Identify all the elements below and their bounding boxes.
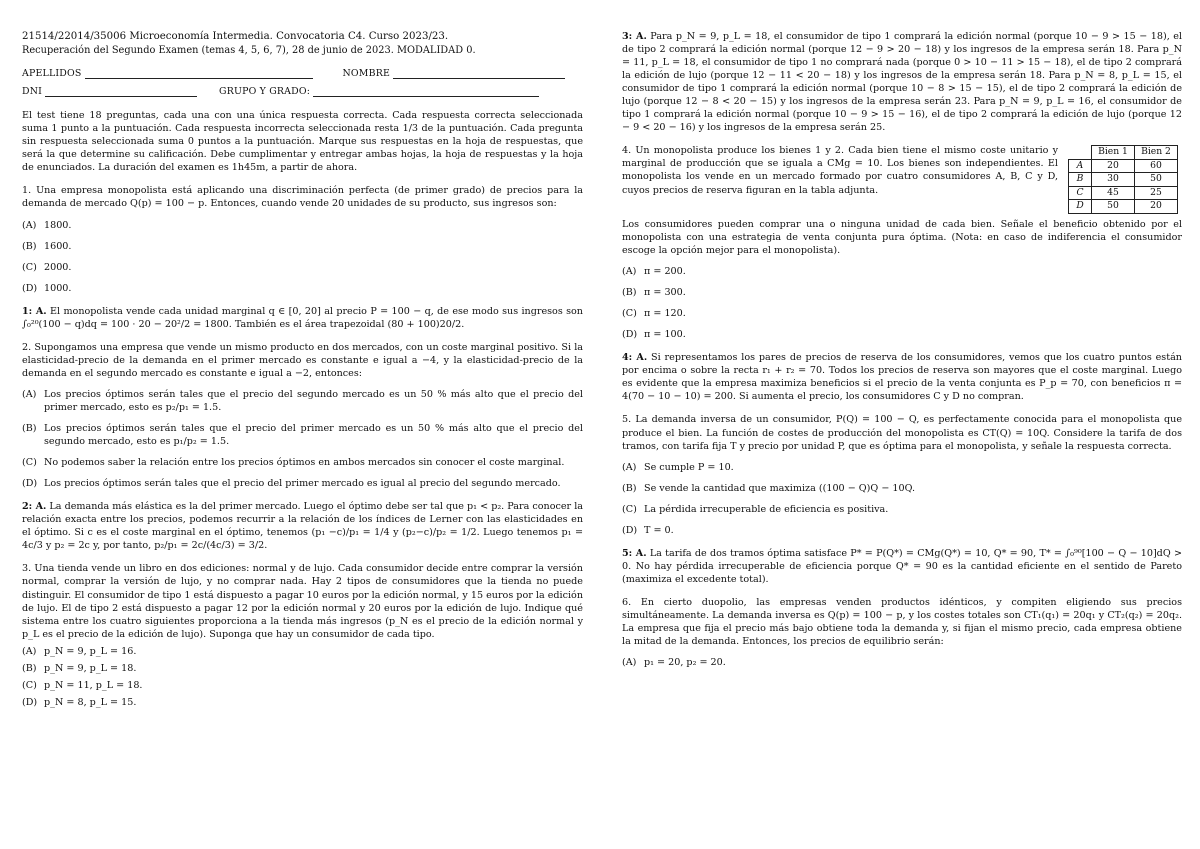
student-fields bbox=[22, 63, 583, 99]
q5-option-b[interactable]: (B) Se vende la cantidad que maximiza ((100 − Q)Q − 10Q. bbox=[622, 482, 916, 494]
q2-option-c[interactable]: (C) No podemos saber la relación entre los precios óptimos en ambos mercados sin conocer el coste marginal. bbox=[22, 457, 565, 469]
q5-option-c[interactable]: (C) La pérdida irrecuperable de eficiencia es positiva. bbox=[622, 503, 889, 515]
q4-option-c[interactable]: (C) π = 120. bbox=[622, 308, 686, 320]
question-3: 3. Una tienda vende un libro en dos ediciones: normal y de lujo. Cada consumidor decide entre comprar la versión normal, comprar la versión de lujo, y no comprar nada. Hay 2 tipos de consumidores que la tienda no puede distinguir. El consumidor de tipo 1 está dispuesto a pagar 10 euros por la edición normal, y 15 euros por la edición de lujo. El de tipo 2 está dispuesto a pagar 12 por la edición normal y 20 euros por la edición de lujo. Indique qué sistema entre los cuatro siguientes proporciona a la tienda más ingresos (p_N es el precio de la edición normal y p_L es el precio de la edición de lujo). Suponga que hay un consumidor de cada tipo. bbox=[22, 563, 583, 640]
answer-3: 3: A. Para p_N = 9, p_L = 18, el consumidor de tipo 1 comprará la edición normal (porque 10 − 9 > 15 − 18), el de tipo 2 comprará la edición normal (porque 12 − 9 > 20 − 18) y los ingresos de la empresa serán 18. Para p_N = 11, p_L = 18, el consumidor de tipo 1 no comprará nada (porque 0 > 10 − 11 > 15 − 18), el de tipo 2 comprará la edición de lujo (porque 12 − 11 < 20 − 18) y los ingresos de la empresa serán 18. Para p_N = 8, p_L = 15, el consumidor de tipo 1 comprará la edición normal (porque 10 − 8 > 15 − 15), el de tipo 2 comprará la edición de lujo (porque 12 − 8 < 20 − 15) y los ingresos de la empresa serán 23. Para p_N = 9, p_L = 16, el consumidor de tipo 1 comprará la edición normal (porque 10 − 9 > 15 − 16), el de tipo 2 comprará la edición de lujo (porque 12 − 9 < 20 − 16) y los ingresos de la empresa serán 25. bbox=[622, 31, 1182, 134]
grupo-field[interactable] bbox=[313, 86, 539, 97]
q2-option-a[interactable]: (A) Los precios óptimos serán tales que el precio del segundo mercado es un 50 % más alto que el precio del primer mercado, esto es p₂/p₁ = 1.5. bbox=[22, 388, 583, 413]
instructions: El test tiene 18 preguntas, cada una con una única respuesta correcta. Cada respuesta correcta seleccionada suma 1 punto a la puntuación. Cada respuesta incorrecta seleccionada resta 1/3 de la puntuación. Cada pregunta sin respuesta seleccionada suma 0 puntos a la puntuación. Marque sus respuestas en la hoja de respuestas, que será la que determine su calificación. Debe cumplimentar y entregar ambas hojas, la hoja de respuestas y la hoja de enunciados. La duración del examen es 1h45m, a partir de ahora. bbox=[22, 110, 583, 174]
reservation-price-table bbox=[1068, 145, 1178, 214]
question-1: 1. Una empresa monopolista está aplicando una discriminación perfecta (de primer grado) de precios para la demanda de mercado Q(p) = 100 − p. Entonces, cuando vende 20 unidades de su producto, sus ingresos son: bbox=[22, 185, 583, 210]
q3-option-d[interactable]: (D) p_N = 8, p_L = 15. bbox=[22, 696, 137, 708]
table-row: D 50 20 bbox=[1069, 200, 1178, 214]
q3-option-b[interactable]: (B) p_N = 9, p_L = 18. bbox=[22, 662, 137, 674]
grupo-label: GRUPO Y GRADO: bbox=[219, 86, 311, 98]
q5-option-a[interactable]: (A) Se cumple P = 10. bbox=[622, 461, 734, 473]
q1-option-a[interactable]: (A) 1800. bbox=[22, 219, 72, 231]
nombre-label: NOMBRE bbox=[342, 68, 390, 80]
q3-option-c[interactable]: (C) p_N = 11, p_L = 18. bbox=[22, 679, 143, 691]
table-header: Bien 1 bbox=[1092, 146, 1135, 160]
question-5: 5. La demanda inversa de un consumidor, P(Q) = 100 − Q, es perfectamente conocida para el monopolista que produce el bien. La función de costes de producción del monopolista es CT(Q) = 10Q. Considere la tarifa de dos tramos, con tarifa fija T y precio por unidad P, que es óptima para el monopolista, y señale la respuesta correcta. bbox=[622, 414, 1182, 452]
question-4: 4. Un monopolista produce los bienes 1 y 2. Cada bien tiene el mismo coste unitario y marginal de producción que se iguala a CMg = 10. Los bienes son independientes. El monopolista los vende en un mercado formado por cuatro consumidores A, B, C y D, cuyos precios de reserva figuran en la tabla adjunta. bbox=[622, 145, 1058, 196]
question-6: 6. En cierto duopolio, las empresas venden productos idénticos, y compiten eligiendo sus precios simultáneamente. La demanda inversa es Q(p) = 100 − p, y los costes totales son CT₁(q₁) = 20q₁ y CT₂(q₂) = 20q₂. La empresa que fija el precio más bajo obtiene toda la demanda y, si fijan el mismo precio, cada empresa obtiene la mitad de la demanda. Entonces, los precios de equilibrio serán: bbox=[622, 596, 1182, 648]
dni-field[interactable] bbox=[45, 86, 197, 97]
apellidos-field[interactable] bbox=[85, 68, 313, 79]
q6-option-a[interactable]: (A) p₁ = 20, p₂ = 20. bbox=[622, 657, 726, 669]
question-2: 2. Supongamos una empresa que vende un mismo producto en dos mercados, con un coste marginal positivo. Si la elasticidad-precio de la demanda en el primer mercado es constante e igual a −4, y la elasticidad-precio de la demanda en el segundo mercado es constante e igual a −2, entonces: bbox=[22, 341, 583, 379]
q1-option-d[interactable]: (D) 1000. bbox=[22, 282, 72, 294]
question-4-continued: Los consumidores pueden comprar una o ninguna unidad de cada bien. Señale el beneficio obtenido por el monopolista con una estrategia de venta conjunta pura óptima. (Nota: en caso de indiferencia el consumidor escoge la opción mejor para el monopolista). bbox=[622, 218, 1182, 257]
question-4-block bbox=[622, 144, 1182, 214]
exam-title: 21514/22014/35006 Microeconomía Intermedia. Convocatoria C4. Curso 2023/23. bbox=[22, 31, 449, 42]
q5-option-d[interactable]: (D) T = 0. bbox=[622, 524, 674, 536]
table-row: B 30 50 bbox=[1069, 173, 1178, 187]
apellidos-label: APELLIDOS bbox=[22, 68, 82, 80]
table-row: C 45 25 bbox=[1069, 186, 1178, 200]
q4-option-b[interactable]: (B) π = 300. bbox=[622, 287, 686, 299]
q4-option-a[interactable]: (A) π = 200. bbox=[622, 266, 686, 278]
q2-option-b[interactable]: (B) Los precios óptimos serán tales que el precio del primer mercado es un 50 % más alto que el precio del segundo mercado, esto es p₁/p₂ = 1.5. bbox=[22, 423, 583, 448]
answer-5: 5: A. La tarifa de dos tramos óptima satisface P* = P(Q*) = CMg(Q*) = 10, Q* = 90, T* = ∫₀⁹⁰[100 − Q − 10]dQ > 0. No hay pérdida irrecuperable de eficiencia porque Q* = 90 es la cantidad eficiente en el sentido de Pareto (maximiza el excedente total). bbox=[622, 547, 1182, 585]
nombre-field[interactable] bbox=[393, 68, 565, 79]
q2-option-d[interactable]: (D) Los precios óptimos serán tales que el precio del primer mercado es igual al precio del segundo mercado. bbox=[22, 478, 561, 490]
answer-2: 2: A. La demanda más elástica es la del primer mercado. Luego el óptimo debe ser tal que p₁ < p₂. Para conocer la relación exacta entre los precios, podemos recurrir a la relación de los índices de Lerner con las elasticidades en el óptimo. Si c es el coste marginal en el óptimo, tenemos (p₁ −c)/p₁ = 1/4 y (p₂−c)/p₂ = 1/2. Luego tenemos p₁ = 4c/3 y p₂ = 2c y, por tanto, p₂/p₁ = 2c/(4c/3) = 3/2. bbox=[22, 501, 583, 552]
q1-option-c[interactable]: (C) 2000. bbox=[22, 261, 72, 273]
right-column bbox=[622, 30, 1182, 669]
answer-4: 4: A. Si representamos los pares de precios de reserva de los consumidores, vemos que los cuatro puntos están por encima o sobre la recta r₁ + r₂ = 70. Todos los precios de reserva son mayores que el coste marginal. Luego es evidente que la empresa maximiza beneficios si el precio de la venta conjunta es P_p = 70, con beneficios π = 4(70 − 10 − 10) = 200. Si aumenta el precio, los consumidores C y D no compran. bbox=[622, 352, 1182, 403]
table-header: Bien 2 bbox=[1135, 146, 1178, 160]
q1-option-b[interactable]: (B) 1600. bbox=[22, 240, 72, 252]
exam-subtitle: Recuperación del Segundo Examen (temas 4, 5, 6, 7), 28 de junio de 2023. MODALIDAD 0. bbox=[22, 44, 476, 56]
q3-option-a[interactable]: (A) p_N = 9, p_L = 16. bbox=[22, 645, 137, 657]
dni-label: DNI bbox=[22, 86, 43, 98]
left-column bbox=[22, 30, 583, 709]
table-row: A 20 60 bbox=[1069, 159, 1178, 173]
answer-1: 1: A. El monopolista vende cada unidad marginal q ∈ [0, 20] al precio P = 100 − q, de ese modo sus ingresos son ∫₀²⁰(100 − q)dq = 100 · 20 − 20²/2 = 1800. También es el área trapezoidal (80 + 100)20/2. bbox=[22, 305, 583, 330]
q4-option-d[interactable]: (D) π = 100. bbox=[622, 329, 686, 341]
